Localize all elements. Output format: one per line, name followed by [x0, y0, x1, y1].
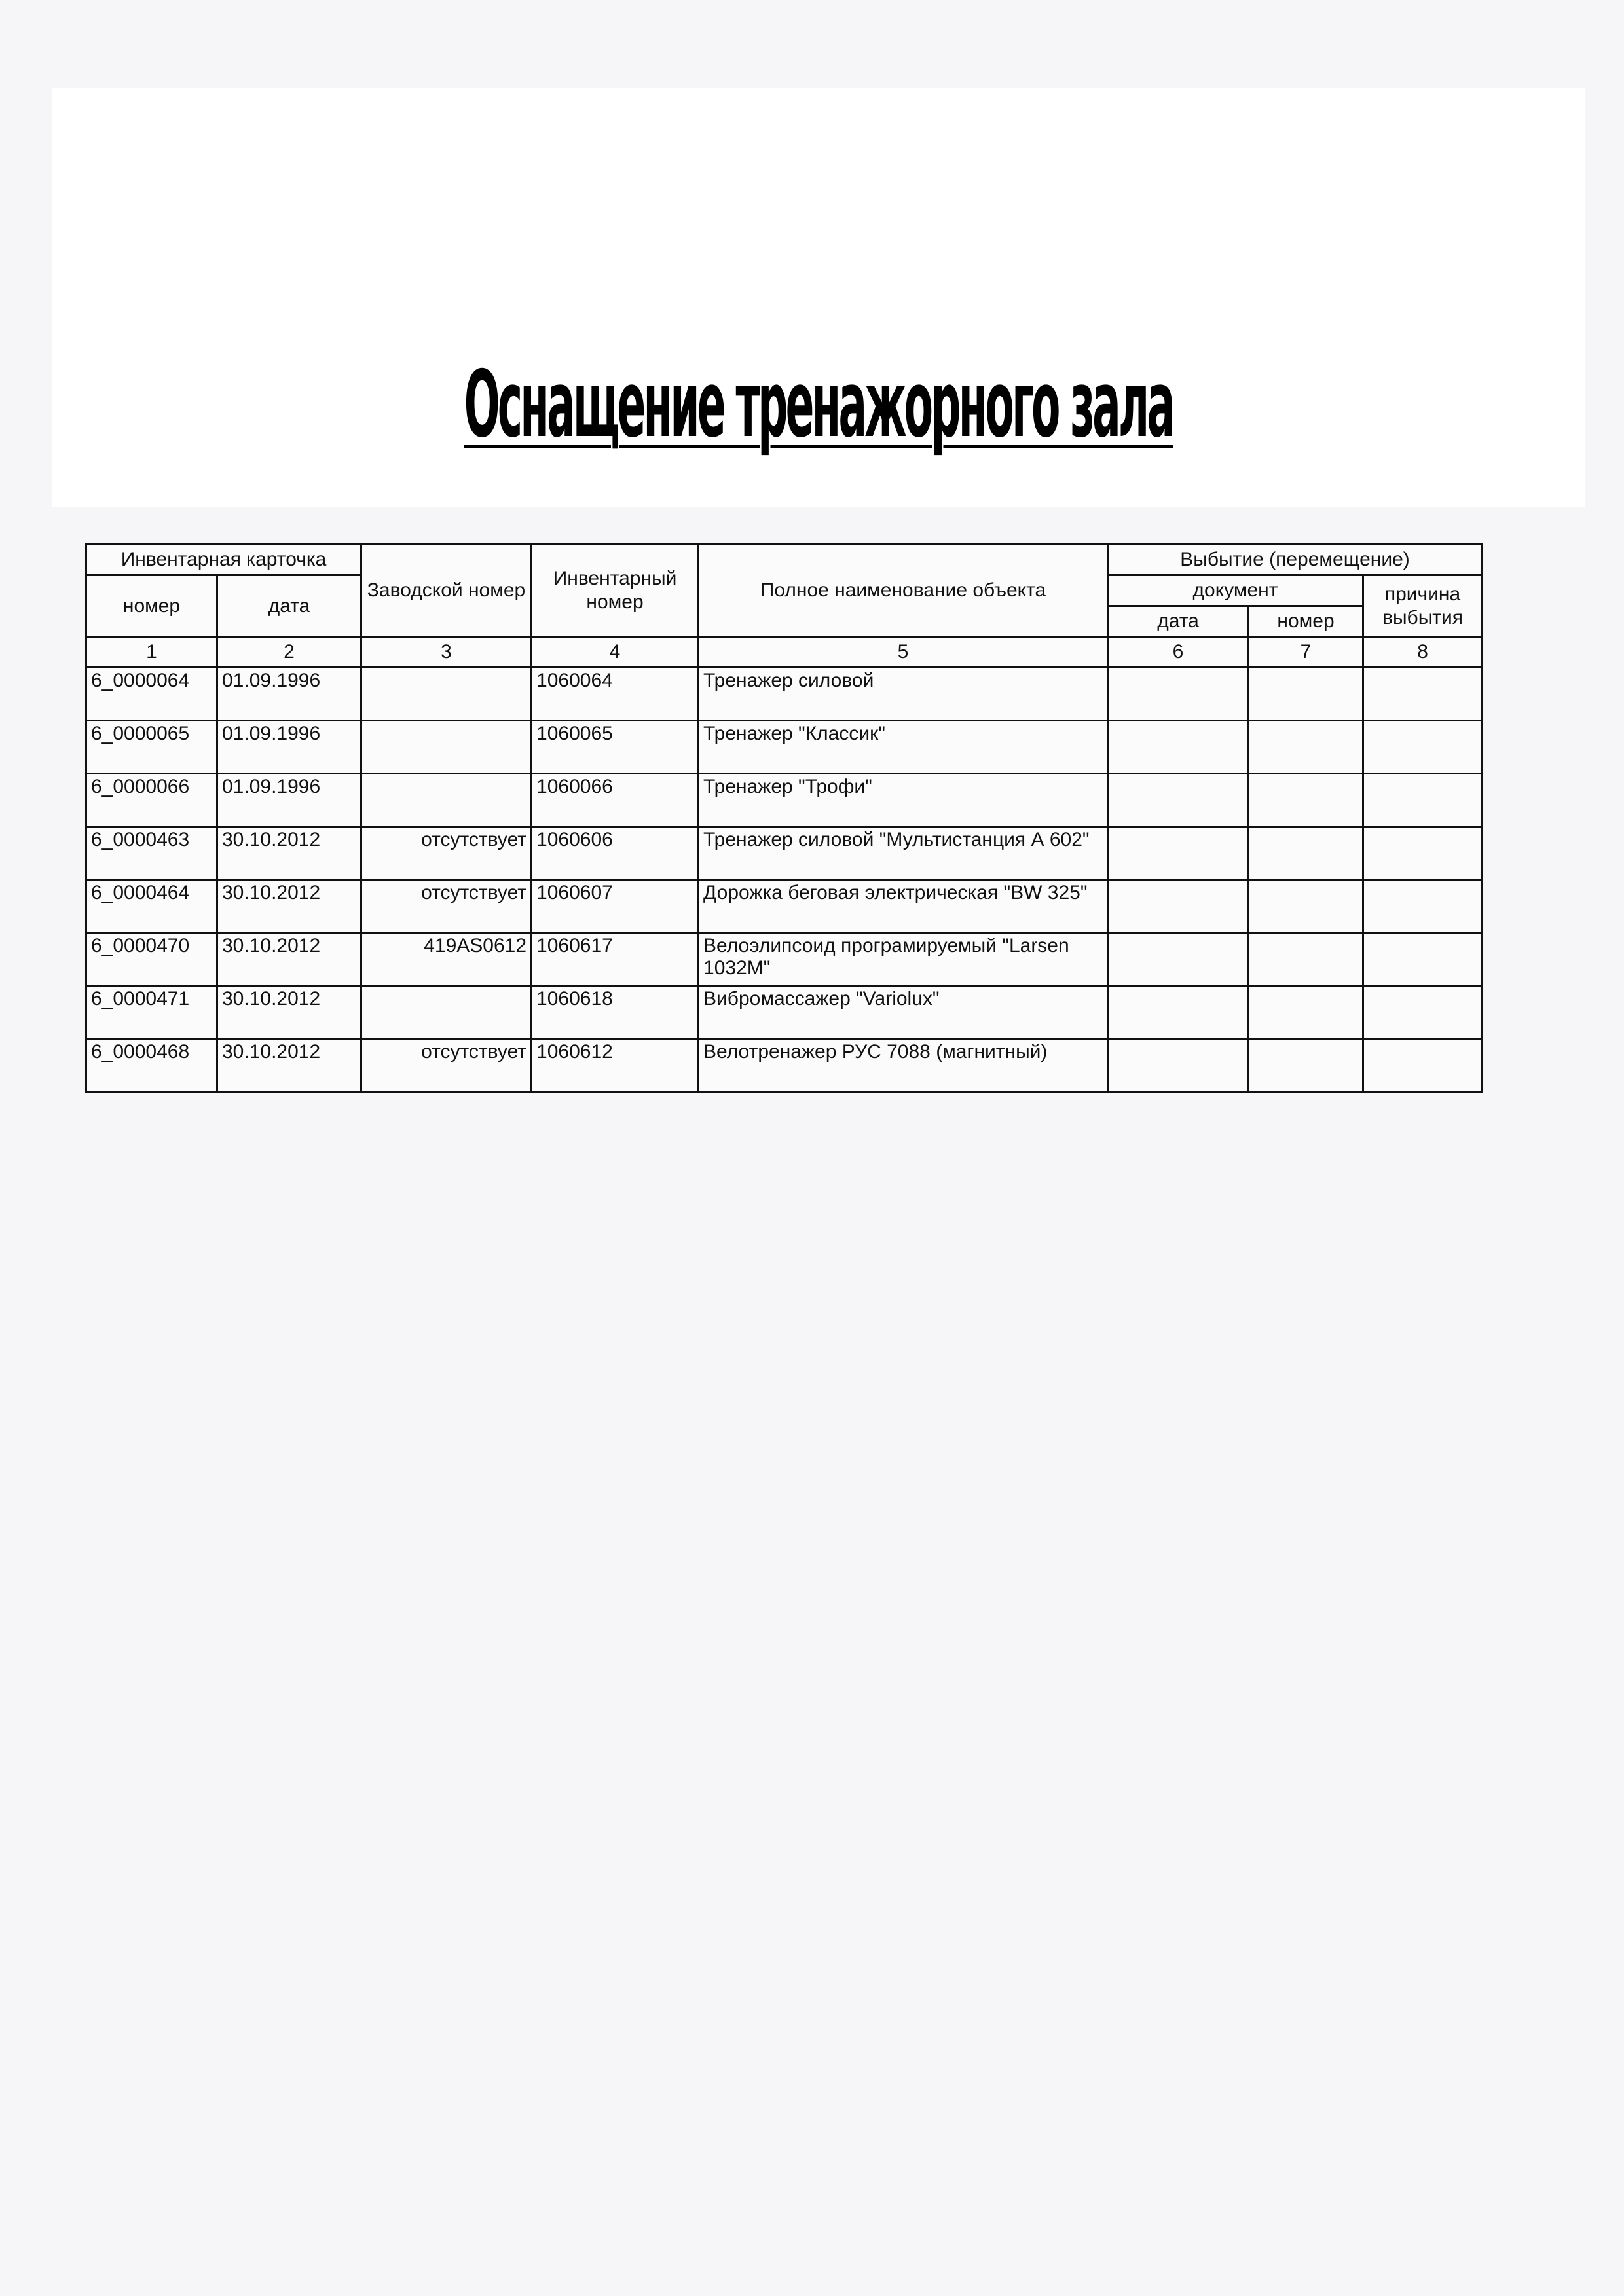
doc-number-cell: [1249, 721, 1363, 774]
card-date-cell: 30.10.2012: [217, 986, 361, 1039]
reason-cell: [1363, 774, 1483, 827]
card-number-cell: 6_0000064: [86, 668, 217, 721]
factory-number-cell: [361, 721, 532, 774]
column-index: 1: [86, 637, 217, 668]
table-row: [86, 827, 1483, 880]
inventory-number-cell: 1060064: [532, 668, 699, 721]
header-factory-number: Заводской номер: [361, 545, 532, 637]
reason-cell: [1363, 668, 1483, 721]
inventory-number-cell: 1060618: [532, 986, 699, 1039]
inventory-number-cell: 1060066: [532, 774, 699, 827]
table-row: [86, 986, 1483, 1039]
card-number-cell: 6_0000464: [86, 880, 217, 933]
column-index: 2: [217, 637, 361, 668]
doc-date-cell: [1108, 1039, 1249, 1092]
column-index: 8: [1363, 637, 1483, 668]
card-number-cell: 6_0000066: [86, 774, 217, 827]
header-inventory-number: Инвентарный номер: [532, 545, 699, 637]
inventory-number-cell: 1060606: [532, 827, 699, 880]
doc-number-cell: [1249, 668, 1363, 721]
table-row: [86, 1039, 1483, 1092]
card-date-cell: 30.10.2012: [217, 827, 361, 880]
inventory-number-cell: 1060607: [532, 880, 699, 933]
card-date-cell: 30.10.2012: [217, 880, 361, 933]
doc-date-cell: [1108, 827, 1249, 880]
card-number-cell: 6_0000468: [86, 1039, 217, 1092]
reason-cell: [1363, 1039, 1483, 1092]
table-row: [86, 668, 1483, 721]
page-title: Оснащение тренажорного зала: [464, 350, 1173, 458]
table-row: [86, 774, 1483, 827]
object-name-cell: Тренажер силовой "Мультистанция А 602": [699, 827, 1108, 880]
factory-number-cell: отсутствует: [361, 880, 532, 933]
card-date-cell: 01.09.1996: [217, 774, 361, 827]
header-card-date: дата: [217, 575, 361, 637]
factory-number-cell: [361, 668, 532, 721]
reason-cell: [1363, 880, 1483, 933]
header-disposal: Выбытие (перемещение): [1108, 545, 1483, 575]
factory-number-cell: отсутствует: [361, 827, 532, 880]
header-inventory-card: Инвентарная карточка: [86, 545, 361, 575]
column-index: 4: [532, 637, 699, 668]
header-card-number: номер: [86, 575, 217, 637]
object-name-cell: Вибромассажер "Variolux": [699, 986, 1108, 1039]
card-number-cell: 6_0000065: [86, 721, 217, 774]
column-index: 7: [1249, 637, 1363, 668]
title-area: [52, 88, 1585, 507]
table-row: [86, 880, 1483, 933]
inventory-table-wrap: [85, 543, 1481, 1093]
reason-cell: [1363, 933, 1483, 986]
object-name-cell: Велоэлипсоид програмируемый "Larsen 1032M": [699, 933, 1108, 986]
doc-date-cell: [1108, 721, 1249, 774]
header-doc-number: номер: [1249, 606, 1363, 637]
card-date-cell: 30.10.2012: [217, 933, 361, 986]
header-doc-date: дата: [1108, 606, 1249, 637]
object-name-cell: Тренажер "Трофи": [699, 774, 1108, 827]
header-full-name: Полное наименование объекта: [699, 545, 1108, 637]
doc-date-cell: [1108, 668, 1249, 721]
doc-number-cell: [1249, 1039, 1363, 1092]
card-number-cell: 6_0000470: [86, 933, 217, 986]
doc-number-cell: [1249, 880, 1363, 933]
inventory-number-cell: 1060612: [532, 1039, 699, 1092]
factory-number-cell: [361, 774, 532, 827]
doc-number-cell: [1249, 986, 1363, 1039]
factory-number-cell: 419AS0612: [361, 933, 532, 986]
table-row: [86, 721, 1483, 774]
factory-number-cell: [361, 986, 532, 1039]
column-index: 3: [361, 637, 532, 668]
column-index: 6: [1108, 637, 1249, 668]
object-name-cell: Тренажер силовой: [699, 668, 1108, 721]
card-number-cell: 6_0000463: [86, 827, 217, 880]
doc-number-cell: [1249, 827, 1363, 880]
header-document: документ: [1108, 575, 1363, 606]
object-name-cell: Велотренажер РУС 7088 (магнитный): [699, 1039, 1108, 1092]
doc-date-cell: [1108, 933, 1249, 986]
inventory-number-cell: 1060617: [532, 933, 699, 986]
header-disposal-reason: причина выбытия: [1363, 575, 1483, 637]
doc-number-cell: [1249, 774, 1363, 827]
table-row: [86, 933, 1483, 986]
column-index: 5: [699, 637, 1108, 668]
doc-date-cell: [1108, 774, 1249, 827]
doc-date-cell: [1108, 880, 1249, 933]
factory-number-cell: отсутствует: [361, 1039, 532, 1092]
reason-cell: [1363, 827, 1483, 880]
inventory-number-cell: 1060065: [532, 721, 699, 774]
card-date-cell: 01.09.1996: [217, 668, 361, 721]
card-date-cell: 30.10.2012: [217, 1039, 361, 1092]
doc-number-cell: [1249, 933, 1363, 986]
card-date-cell: 01.09.1996: [217, 721, 361, 774]
card-number-cell: 6_0000471: [86, 986, 217, 1039]
doc-date-cell: [1108, 986, 1249, 1039]
reason-cell: [1363, 721, 1483, 774]
inventory-table: [85, 543, 1483, 1093]
object-name-cell: Тренажер "Классик": [699, 721, 1108, 774]
reason-cell: [1363, 986, 1483, 1039]
object-name-cell: Дорожка беговая электрическая "BW 325": [699, 880, 1108, 933]
